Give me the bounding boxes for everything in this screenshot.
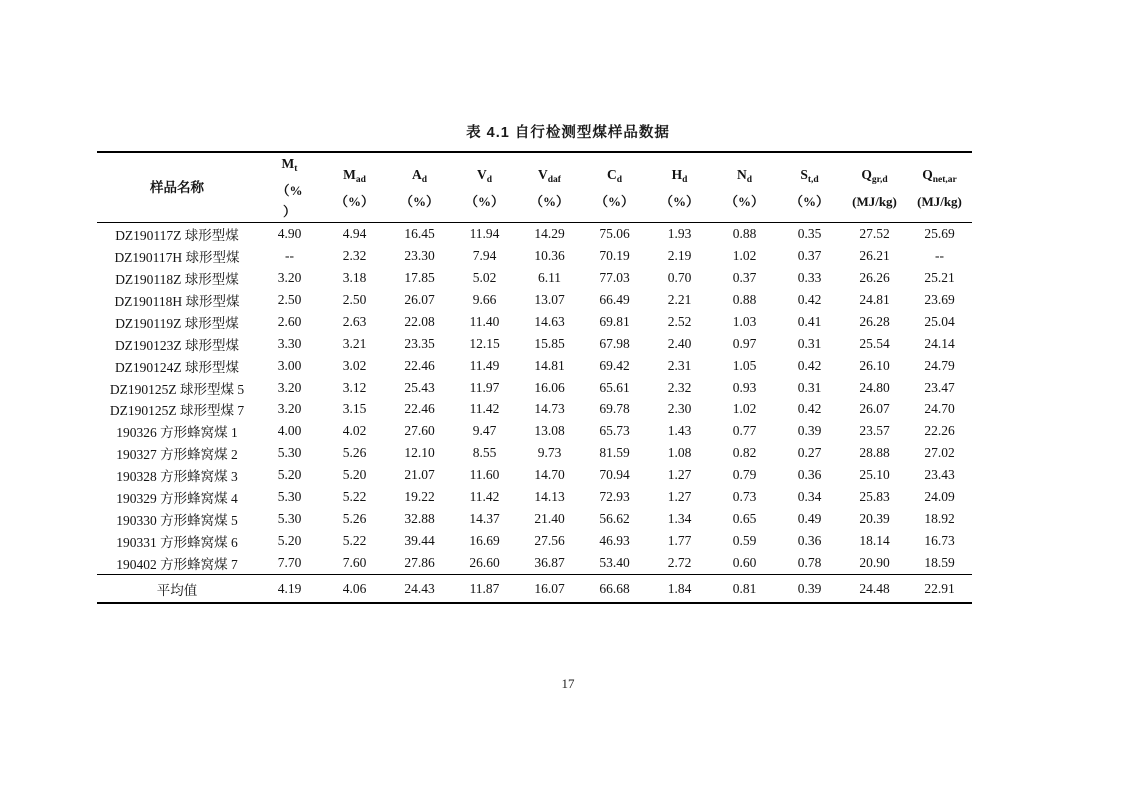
symbol-subscript: d — [682, 174, 688, 185]
table-row — [97, 508, 972, 530]
sample-name-cell: DZ190125Z 球形型煤 7 — [109, 403, 245, 419]
coal-sample-data-table — [97, 151, 972, 604]
header-symbol — [907, 164, 972, 191]
table-row — [97, 333, 972, 355]
table-footer — [97, 575, 972, 604]
header-unit: （% — [276, 183, 303, 198]
value-cell: 26.21 — [859, 247, 890, 263]
average-value-cell: 4.19 — [257, 575, 322, 604]
value-cell: 21.40 — [534, 511, 565, 527]
value-cell: 5.26 — [342, 445, 367, 461]
sample-name-cell: DZ190117Z 球形型煤 — [115, 227, 239, 243]
value-cell: 11.40 — [469, 313, 500, 329]
value-cell: 2.19 — [667, 247, 692, 263]
column-header-h-d — [647, 152, 712, 223]
value-cell: 25.21 — [924, 269, 955, 285]
value-cell: 70.19 — [599, 247, 630, 263]
value-cell: 5.02 — [472, 269, 497, 285]
value-cell: 1.02 — [732, 401, 757, 417]
column-header-s-td — [777, 152, 842, 223]
symbol-subscript: d — [421, 174, 428, 185]
value-cell: 1.77 — [667, 533, 692, 549]
value-cell: 69.42 — [599, 357, 630, 373]
header-row — [97, 152, 972, 223]
value-cell: 14.29 — [534, 225, 565, 241]
sample-name-cell: 190402 方形蜂窝煤 7 — [116, 557, 238, 573]
header-unit: (MJ/kg) — [917, 193, 962, 209]
table-row — [97, 464, 972, 486]
value-cell: 0.49 — [797, 511, 822, 527]
value-cell: 3.20 — [277, 379, 302, 395]
symbol-main: A — [411, 166, 422, 182]
symbol-main: C — [606, 166, 617, 182]
column-header-a-d — [387, 152, 452, 223]
value-cell: 14.13 — [534, 489, 565, 505]
value-cell: 0.88 — [732, 291, 757, 307]
column-header-v-d — [452, 152, 517, 223]
value-cell: 18.59 — [924, 555, 955, 571]
value-cell: 9.66 — [472, 291, 497, 307]
value-cell: 25.83 — [859, 489, 890, 505]
value-cell: 1.34 — [667, 511, 692, 527]
value-cell: 39.44 — [404, 533, 435, 549]
value-cell: 0.73 — [732, 489, 757, 505]
symbol-main: M — [343, 166, 356, 182]
table-row — [97, 289, 972, 311]
value-cell: 2.21 — [667, 291, 692, 307]
value-cell: 26.26 — [859, 269, 890, 285]
value-cell: 16.69 — [469, 533, 500, 549]
sample-name-cell: 190331 方形蜂窝煤 6 — [116, 535, 238, 551]
value-cell: 56.62 — [599, 511, 630, 527]
column-header-m-ad — [322, 152, 387, 223]
table-row — [97, 377, 972, 399]
symbol-subscript: t — [294, 164, 298, 174]
value-cell: 53.40 — [599, 555, 630, 571]
header-unit: （%） — [724, 193, 764, 209]
table-row — [97, 223, 972, 245]
sample-name-cell: 190326 方形蜂窝煤 1 — [116, 425, 238, 441]
column-header-q-netar — [907, 152, 972, 223]
value-cell: 7.94 — [472, 247, 497, 263]
table-row — [97, 420, 972, 442]
sample-name-cell: DZ190117H 球形型煤 — [114, 249, 240, 265]
header-unit: （%） — [464, 193, 504, 209]
average-value-cell: 24.43 — [387, 575, 452, 604]
value-cell: 5.22 — [342, 489, 367, 505]
value-cell: 23.69 — [924, 291, 955, 307]
value-cell: 28.88 — [859, 445, 890, 461]
value-cell: 5.20 — [277, 533, 302, 549]
value-cell: 67.98 — [599, 335, 630, 351]
value-cell: 5.20 — [277, 467, 302, 483]
header-symbol — [322, 164, 387, 191]
value-cell: 3.21 — [342, 335, 367, 351]
header-unit: （%） — [594, 193, 634, 209]
symbol-subscript: t,d — [807, 174, 819, 185]
symbol-main: N — [736, 166, 747, 182]
value-cell: 2.32 — [667, 379, 692, 395]
table-row — [97, 245, 972, 267]
table-body — [97, 223, 972, 575]
value-cell: 16.06 — [534, 379, 565, 395]
value-cell: 5.26 — [342, 511, 367, 527]
value-cell: 15.85 — [534, 335, 565, 351]
value-cell: 0.36 — [797, 467, 822, 483]
value-cell: 24.70 — [924, 401, 955, 417]
value-cell: 0.70 — [667, 269, 692, 285]
value-cell: 69.81 — [599, 313, 630, 329]
average-row — [97, 575, 972, 604]
sample-name-cell: DZ190124Z 球形型煤 — [114, 359, 240, 375]
table-row — [97, 267, 972, 289]
value-cell: 2.40 — [667, 335, 692, 351]
value-cell: 14.63 — [534, 313, 565, 329]
value-cell: 9.47 — [472, 423, 497, 439]
sample-name-cell: DZ190118H 球形型煤 — [114, 293, 240, 309]
value-cell: 3.00 — [277, 357, 302, 373]
value-cell: 11.42 — [469, 489, 500, 505]
value-cell: 21.07 — [404, 467, 435, 483]
sample-name-cell: 190330 方形蜂窝煤 5 — [116, 513, 238, 529]
value-cell: 2.52 — [667, 313, 692, 329]
symbol-main: Q — [922, 166, 933, 182]
value-cell: 12.10 — [404, 445, 435, 461]
sample-name-cell: 190329 方形蜂窝煤 4 — [116, 491, 238, 507]
value-cell: 22.08 — [404, 313, 435, 329]
value-cell: 5.30 — [277, 445, 302, 461]
value-cell: 10.36 — [534, 247, 565, 263]
sample-name-cell: 190328 方形蜂窝煤 3 — [116, 469, 238, 485]
header-symbol — [257, 153, 322, 180]
value-cell: 19.22 — [404, 489, 435, 505]
table-header — [97, 152, 972, 223]
symbol-main: S — [800, 166, 808, 182]
sample-name-cell: DZ190125Z 球形型煤 5 — [109, 381, 245, 397]
value-cell: 0.37 — [732, 269, 757, 285]
value-cell: 77.03 — [599, 269, 630, 285]
value-cell: 8.55 — [472, 445, 497, 461]
value-cell: 5.22 — [342, 533, 367, 549]
symbol-main: M — [281, 156, 295, 171]
header-symbol — [452, 164, 517, 191]
value-cell: 1.08 — [667, 445, 692, 461]
value-cell: -- — [935, 247, 944, 263]
value-cell: 66.49 — [599, 291, 630, 307]
value-cell: 1.93 — [667, 225, 692, 241]
column-header-m-t — [257, 152, 322, 223]
value-cell: 25.69 — [924, 225, 955, 241]
value-cell: 22.46 — [404, 401, 435, 417]
symbol-main: H — [671, 166, 683, 182]
value-cell: 25.43 — [404, 379, 435, 395]
value-cell: 2.32 — [342, 247, 367, 263]
value-cell: 5.20 — [342, 467, 367, 483]
value-cell: 2.60 — [277, 313, 302, 329]
value-cell: 27.56 — [534, 533, 565, 549]
value-cell: -- — [285, 247, 294, 263]
sample-name-cell: 190327 方形蜂窝煤 2 — [116, 447, 238, 463]
value-cell: 1.27 — [667, 489, 692, 505]
table-caption: 表 4.1 自行检测型煤样品数据 — [466, 125, 670, 141]
column-header-v-daf — [517, 152, 582, 223]
value-cell: 72.93 — [599, 489, 630, 505]
value-cell: 0.42 — [797, 401, 822, 417]
value-cell: 6.11 — [537, 269, 562, 285]
header-unit: （%） — [789, 193, 829, 209]
value-cell: 23.43 — [924, 467, 955, 483]
value-cell: 17.85 — [404, 269, 435, 285]
value-cell: 0.65 — [732, 511, 757, 527]
value-cell: 14.37 — [469, 511, 500, 527]
table-row — [97, 486, 972, 508]
header-unit: ） — [282, 204, 296, 219]
average-label-cell: 平均值 — [97, 575, 257, 604]
value-cell: 26.60 — [469, 555, 500, 571]
value-cell: 12.15 — [469, 335, 500, 351]
value-cell: 14.81 — [534, 357, 565, 373]
value-cell: 0.82 — [732, 445, 757, 461]
data-table-container — [97, 151, 972, 604]
value-cell: 0.36 — [797, 533, 822, 549]
value-cell: 11.97 — [469, 379, 500, 395]
header-symbol — [647, 164, 712, 191]
value-cell: 27.86 — [404, 555, 435, 571]
value-cell: 27.52 — [859, 225, 890, 241]
header-unit: （%） — [399, 193, 439, 209]
sample-name-cell: DZ190118Z 球形型煤 — [115, 271, 239, 287]
average-value-cell: 22.91 — [907, 575, 972, 604]
value-cell: 11.60 — [469, 467, 500, 483]
value-cell: 2.50 — [342, 291, 367, 307]
value-cell: 23.47 — [924, 379, 955, 395]
table-row — [97, 399, 972, 421]
value-cell: 2.50 — [277, 291, 302, 307]
value-cell: 36.87 — [534, 555, 565, 571]
symbol-subscript: gr,d — [871, 174, 888, 185]
header-symbol — [712, 164, 777, 191]
value-cell: 0.31 — [797, 379, 822, 395]
symbol-subscript: d — [486, 174, 493, 185]
column-header-c-d — [582, 152, 647, 223]
symbol-subscript: daf — [547, 174, 561, 185]
table-row — [97, 355, 972, 377]
average-value-cell: 11.87 — [452, 575, 517, 604]
value-cell: 3.20 — [277, 269, 302, 285]
table-row — [97, 530, 972, 552]
column-header-q-grd — [842, 152, 907, 223]
value-cell: 26.07 — [404, 291, 435, 307]
average-value-cell: 0.81 — [712, 575, 777, 604]
value-cell: 3.18 — [342, 269, 367, 285]
value-cell: 0.31 — [797, 335, 822, 351]
page-number: 17 — [561, 676, 575, 691]
value-cell: 0.42 — [797, 357, 822, 373]
value-cell: 0.27 — [797, 445, 822, 461]
column-header-sample-name: 样品名称 — [97, 152, 257, 223]
value-cell: 24.80 — [859, 379, 890, 395]
value-cell: 1.05 — [732, 357, 757, 373]
value-cell: 26.10 — [859, 357, 890, 373]
value-cell: 46.93 — [599, 533, 630, 549]
table-row — [97, 442, 972, 464]
value-cell: 26.28 — [859, 313, 890, 329]
value-cell: 0.77 — [732, 423, 757, 439]
value-cell: 75.06 — [599, 225, 630, 241]
value-cell: 0.35 — [797, 225, 822, 241]
value-cell: 0.78 — [797, 555, 822, 571]
value-cell: 1.43 — [667, 423, 692, 439]
value-cell: 24.09 — [924, 489, 955, 505]
value-cell: 22.26 — [924, 423, 955, 439]
value-cell: 65.73 — [599, 423, 630, 439]
value-cell: 1.03 — [732, 313, 757, 329]
value-cell: 23.57 — [859, 423, 890, 439]
column-header-n-d — [712, 152, 777, 223]
value-cell: 25.54 — [859, 335, 890, 351]
value-cell: 65.61 — [599, 379, 630, 395]
value-cell: 4.94 — [342, 225, 367, 241]
value-cell: 32.88 — [404, 511, 435, 527]
value-cell: 0.37 — [797, 247, 822, 263]
value-cell: 22.46 — [404, 357, 435, 373]
value-cell: 14.73 — [534, 401, 565, 417]
value-cell: 0.93 — [732, 379, 757, 395]
value-cell: 9.73 — [537, 445, 562, 461]
value-cell: 3.20 — [277, 401, 302, 417]
value-cell: 0.33 — [797, 269, 822, 285]
value-cell: 2.72 — [667, 555, 692, 571]
symbol-subscript: net,ar — [932, 174, 957, 185]
value-cell: 0.41 — [797, 313, 822, 329]
value-cell: 1.02 — [732, 247, 757, 263]
value-cell: 5.30 — [277, 489, 302, 505]
value-cell: 11.42 — [469, 401, 500, 417]
value-cell: 0.97 — [732, 335, 757, 351]
value-cell: 27.02 — [924, 445, 955, 461]
symbol-main: Q — [861, 166, 872, 182]
value-cell: 3.12 — [342, 379, 367, 395]
value-cell: 18.92 — [924, 511, 955, 527]
header-unit: （%） — [334, 193, 374, 209]
header-symbol — [582, 164, 647, 191]
average-value-cell: 66.68 — [582, 575, 647, 604]
value-cell: 0.39 — [797, 423, 822, 439]
value-cell: 11.94 — [469, 225, 500, 241]
average-value-cell: 0.39 — [777, 575, 842, 604]
sample-name-cell: DZ190123Z 球形型煤 — [114, 337, 240, 353]
value-cell: 2.63 — [342, 313, 367, 329]
average-value-cell: 16.07 — [517, 575, 582, 604]
value-cell: 3.15 — [342, 401, 367, 417]
value-cell: 1.27 — [667, 467, 692, 483]
value-cell: 13.07 — [534, 291, 565, 307]
value-cell: 4.00 — [277, 423, 302, 439]
table-row — [97, 552, 972, 574]
value-cell: 7.70 — [277, 555, 302, 571]
header-unit: （%） — [529, 193, 569, 209]
header-symbol — [842, 164, 907, 191]
value-cell: 0.79 — [732, 467, 757, 483]
value-cell: 5.30 — [277, 511, 302, 527]
value-cell: 20.39 — [859, 511, 890, 527]
symbol-main: V — [476, 166, 487, 182]
value-cell: 20.90 — [859, 555, 890, 571]
value-cell: 0.34 — [797, 489, 822, 505]
value-cell: 70.94 — [599, 467, 630, 483]
value-cell: 27.60 — [404, 423, 435, 439]
value-cell: 26.07 — [859, 401, 890, 417]
value-cell: 16.73 — [924, 533, 955, 549]
value-cell: 4.02 — [342, 423, 367, 439]
value-cell: 69.78 — [599, 401, 630, 417]
value-cell: 24.14 — [924, 335, 955, 351]
value-cell: 24.79 — [924, 357, 955, 373]
header-unit: （%） — [659, 193, 699, 209]
average-value-cell: 24.48 — [842, 575, 907, 604]
symbol-subscript: ad — [355, 174, 366, 185]
value-cell: 0.88 — [732, 225, 757, 241]
value-cell: 7.60 — [342, 555, 367, 571]
value-cell: 25.04 — [924, 313, 955, 329]
header-symbol — [387, 164, 452, 191]
table-row — [97, 311, 972, 333]
sample-name-cell: DZ190119Z 球形型煤 — [115, 315, 239, 331]
value-cell: 24.81 — [859, 291, 890, 307]
value-cell: 13.08 — [534, 423, 565, 439]
value-cell: 16.45 — [404, 225, 435, 241]
value-cell: 81.59 — [599, 445, 630, 461]
value-cell: 18.14 — [859, 533, 890, 549]
symbol-subscript: d — [746, 174, 753, 185]
value-cell: 14.70 — [534, 467, 565, 483]
symbol-subscript: d — [616, 174, 623, 185]
average-value-cell: 1.84 — [647, 575, 712, 604]
value-cell: 25.10 — [859, 467, 890, 483]
header-symbol — [777, 164, 842, 191]
value-cell: 11.49 — [469, 357, 500, 373]
value-cell: 23.35 — [404, 335, 435, 351]
header-symbol — [517, 164, 582, 191]
symbol-main: V — [538, 166, 548, 182]
value-cell: 23.30 — [404, 247, 435, 263]
value-cell: 2.30 — [667, 401, 692, 417]
value-cell: 2.31 — [667, 357, 692, 373]
value-cell: 3.30 — [277, 335, 302, 351]
average-value-cell: 4.06 — [322, 575, 387, 604]
value-cell: 0.60 — [732, 555, 757, 571]
header-unit: (MJ/kg) — [852, 193, 897, 209]
value-cell: 0.42 — [797, 291, 822, 307]
value-cell: 3.02 — [342, 357, 367, 373]
value-cell: 4.90 — [277, 225, 302, 241]
value-cell: 0.59 — [732, 533, 757, 549]
